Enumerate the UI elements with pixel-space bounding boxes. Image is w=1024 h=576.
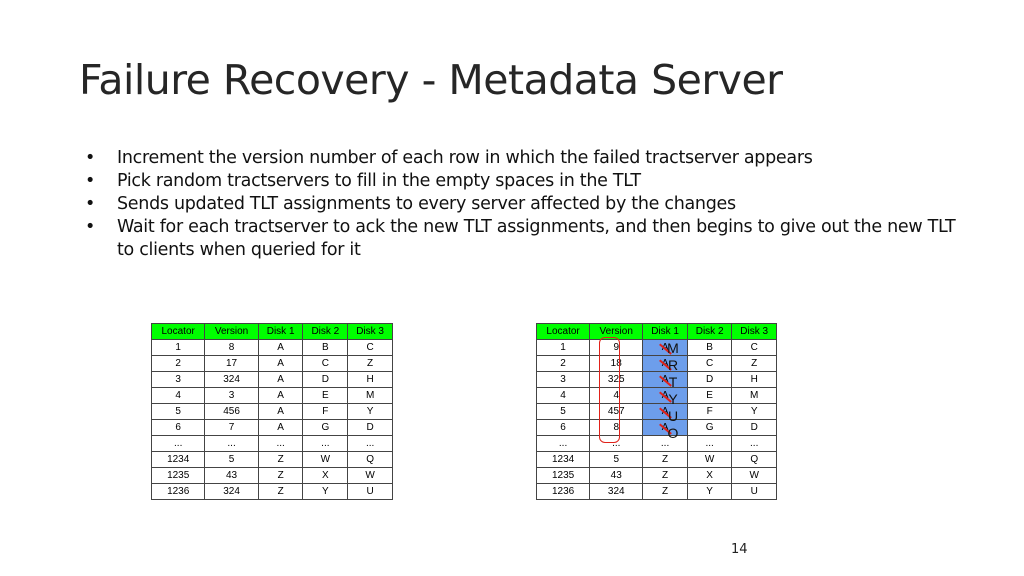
- table-cell: A: [258, 356, 303, 372]
- table-cell: 324: [205, 372, 258, 388]
- bullet-dot: •: [85, 194, 96, 214]
- table-cell: W: [348, 468, 393, 484]
- column-header: Disk 3: [348, 324, 393, 340]
- table-cell: M: [732, 388, 777, 404]
- table-cell: D: [687, 372, 732, 388]
- column-header: Disk 3: [732, 324, 777, 340]
- table-cell: 18: [590, 356, 643, 372]
- table-row: [537, 404, 777, 420]
- table-cell: D: [348, 420, 393, 436]
- version-column-highlight: [599, 337, 620, 443]
- table-cell: 3: [537, 372, 590, 388]
- table-cell: ...: [643, 436, 688, 452]
- table-cell: H: [732, 372, 777, 388]
- table-cell: D: [303, 372, 348, 388]
- table-cell: 324: [205, 484, 258, 500]
- table-cell: 5: [205, 452, 258, 468]
- table-cell: ...: [205, 436, 258, 452]
- table-row: [537, 372, 777, 388]
- table-cell: Y: [732, 404, 777, 420]
- table-cell: 1236: [537, 484, 590, 500]
- bullet-dot: •: [85, 217, 96, 237]
- column-header: Locator: [537, 324, 590, 340]
- table-cell: A: [258, 340, 303, 356]
- bullet-dot: •: [85, 171, 96, 191]
- table-cell: 325: [590, 372, 643, 388]
- table-cell: 1: [537, 340, 590, 356]
- table-cell: 8: [590, 420, 643, 436]
- table-cell: 457: [590, 404, 643, 420]
- table-cell: 4: [590, 388, 643, 404]
- table-cell: 2: [537, 356, 590, 372]
- column-header: Version: [590, 324, 643, 340]
- table-cell: 1235: [152, 468, 205, 484]
- table-cell: B: [687, 340, 732, 356]
- bullet-item: [85, 216, 965, 262]
- table-cell: C: [348, 340, 393, 356]
- table-cell: Z: [643, 452, 688, 468]
- bullet-item: [85, 193, 965, 216]
- bullet-text: Sends updated TLT assignments to every server affected by the changes: [117, 194, 736, 214]
- table-cell: 5: [590, 452, 643, 468]
- table-cell: Y: [348, 404, 393, 420]
- struck-disk-value: A: [661, 406, 669, 417]
- table-cell: Q: [348, 452, 393, 468]
- table-cell: A: [258, 420, 303, 436]
- table-cell: ...: [537, 436, 590, 452]
- table-cell: Z: [258, 452, 303, 468]
- column-header: Disk 1: [258, 324, 303, 340]
- table-cell: G: [687, 420, 732, 436]
- table-row: [537, 484, 777, 500]
- table-cell: E: [687, 388, 732, 404]
- struck-disk-value: A: [661, 422, 669, 433]
- table-cell: ...: [303, 436, 348, 452]
- table-header-row: [152, 324, 393, 340]
- table-cell: X: [303, 468, 348, 484]
- bullet-item: [85, 147, 965, 170]
- table-cell: 1234: [537, 452, 590, 468]
- struck-disk-value: A: [661, 358, 669, 369]
- bullet-list: [85, 147, 965, 262]
- table-cell: 3: [152, 372, 205, 388]
- struck-disk-value: A: [661, 374, 669, 385]
- table-cell: X: [687, 468, 732, 484]
- table-cell: Y: [303, 484, 348, 500]
- table-cell: 4: [152, 388, 205, 404]
- table-cell: ...: [590, 436, 643, 452]
- table-cell: 17: [205, 356, 258, 372]
- table-row: [152, 452, 393, 468]
- tlt-table-after: [536, 323, 777, 500]
- table-cell: B: [303, 340, 348, 356]
- bullet-item: [85, 170, 965, 193]
- table-cell: F: [687, 404, 732, 420]
- replacement-disk-letter: O: [667, 425, 679, 441]
- table-cell: 43: [590, 468, 643, 484]
- bullet-text: Increment the version number of each row in which the failed tractserver appears: [117, 148, 813, 168]
- table-cell: 1236: [152, 484, 205, 500]
- table-cell: 1234: [152, 452, 205, 468]
- slide-title: Failure Recovery - Metadata Server: [79, 56, 783, 104]
- table-cell: ...: [152, 436, 205, 452]
- table-cell: W: [687, 452, 732, 468]
- table-cell: Z: [732, 356, 777, 372]
- column-header: Disk 2: [687, 324, 732, 340]
- table-cell: 1: [152, 340, 205, 356]
- replacement-disk-letter: Y: [668, 391, 678, 407]
- table-cell: D: [732, 420, 777, 436]
- table-row: [152, 436, 393, 452]
- replacement-disk-letter: U: [667, 408, 679, 424]
- table-cell: H: [348, 372, 393, 388]
- table-cell: 5: [152, 404, 205, 420]
- table-header-row: [537, 324, 777, 340]
- column-header: Disk 2: [303, 324, 348, 340]
- replacement-disk-letter: R: [667, 357, 679, 373]
- table-row: [537, 436, 777, 452]
- replacement-disk-letter: M: [667, 340, 679, 356]
- table-row: [152, 420, 393, 436]
- table-cell: M: [348, 388, 393, 404]
- table-cell: W: [732, 468, 777, 484]
- table-row: [537, 468, 777, 484]
- tlt-table-before: [151, 323, 393, 500]
- table-cell: 3: [205, 388, 258, 404]
- table-cell: Z: [258, 484, 303, 500]
- table-cell: 4: [537, 388, 590, 404]
- table-cell: ...: [687, 436, 732, 452]
- table-cell: C: [303, 356, 348, 372]
- table-cell: 8: [205, 340, 258, 356]
- table-cell: 7: [205, 420, 258, 436]
- table-cell: Q: [732, 452, 777, 468]
- replacement-disk-letter: T: [668, 374, 678, 390]
- table-cell: W: [303, 452, 348, 468]
- table-cell: ...: [348, 436, 393, 452]
- bullet-text: Wait for each tractserver to ack the new TLT assignments, and then begins to give out the new TLT to clients when queried for it: [117, 217, 956, 260]
- table-cell: 2: [152, 356, 205, 372]
- table-row: [152, 484, 393, 500]
- bullet-dot: •: [85, 148, 96, 168]
- table-cell: ...: [732, 436, 777, 452]
- table-cell: A: [258, 404, 303, 420]
- table-row: [152, 340, 393, 356]
- table-row: [152, 372, 393, 388]
- table-cell: Z: [258, 468, 303, 484]
- table-cell: C: [732, 340, 777, 356]
- table-cell: F: [303, 404, 348, 420]
- table-cell: A: [258, 388, 303, 404]
- table-cell: G: [303, 420, 348, 436]
- column-header: Disk 1: [643, 324, 688, 340]
- table-row: [152, 356, 393, 372]
- table-cell: ...: [258, 436, 303, 452]
- table-cell: Z: [348, 356, 393, 372]
- table-row: [537, 340, 777, 356]
- table-cell: Y: [687, 484, 732, 500]
- table-cell: 6: [537, 420, 590, 436]
- table-row: [537, 356, 777, 372]
- struck-disk-value: A: [661, 390, 669, 401]
- table-row: [537, 388, 777, 404]
- table-row: [152, 468, 393, 484]
- table-cell: 5: [537, 404, 590, 420]
- struck-disk-value: A: [661, 342, 669, 353]
- column-header: Locator: [152, 324, 205, 340]
- table-row: [152, 388, 393, 404]
- table-cell: Z: [643, 468, 688, 484]
- table-row: [537, 420, 777, 436]
- bullet-text: Pick random tractservers to fill in the empty spaces in the TLT: [117, 171, 641, 191]
- table-cell: E: [303, 388, 348, 404]
- table-cell: 324: [590, 484, 643, 500]
- table-row: [537, 452, 777, 468]
- table-cell: U: [732, 484, 777, 500]
- page-number: 14: [731, 542, 748, 557]
- table-cell: 456: [205, 404, 258, 420]
- table-cell: 6: [152, 420, 205, 436]
- table-cell: 1235: [537, 468, 590, 484]
- table-cell: 43: [205, 468, 258, 484]
- column-header: Version: [205, 324, 258, 340]
- table-cell: U: [348, 484, 393, 500]
- table-cell: 9: [590, 340, 643, 356]
- table-cell: Z: [643, 484, 688, 500]
- table-cell: C: [687, 356, 732, 372]
- table-cell: A: [258, 372, 303, 388]
- table-row: [152, 404, 393, 420]
